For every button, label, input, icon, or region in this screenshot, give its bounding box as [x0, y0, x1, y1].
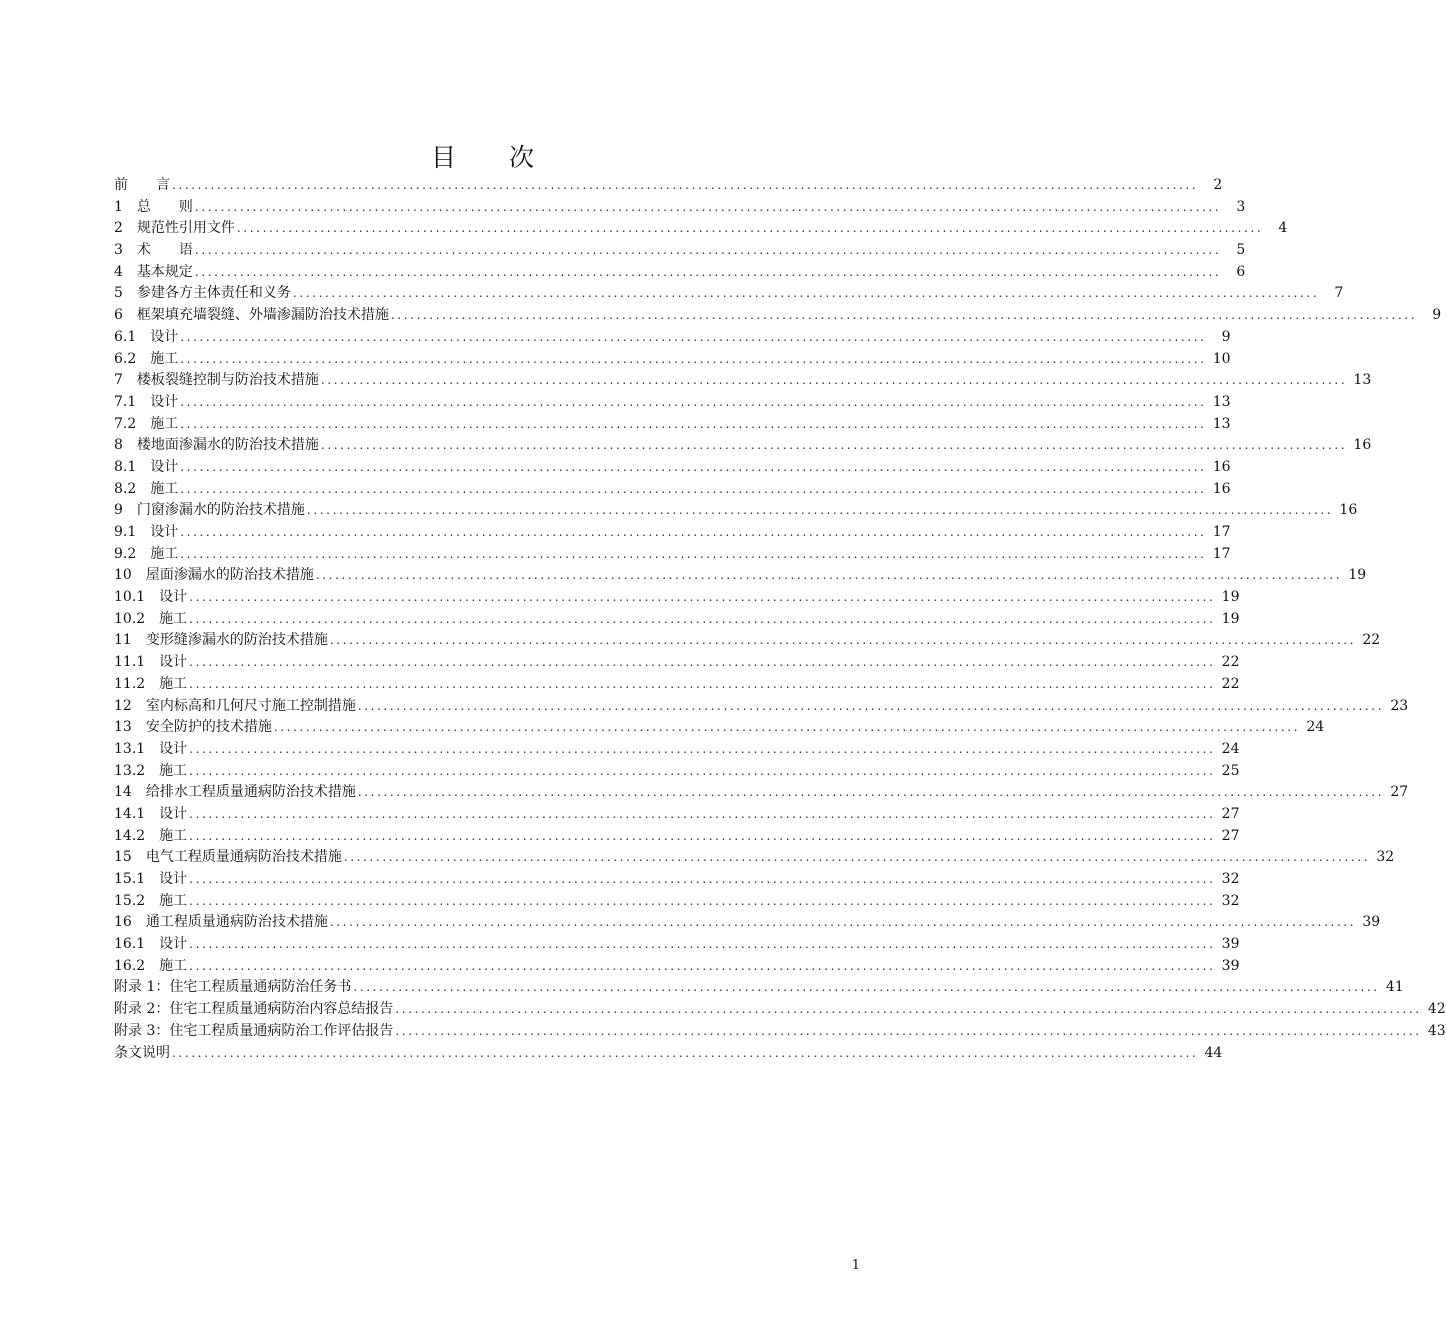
toc-entry-page: 24: [1306, 719, 1325, 736]
toc-entry-page: 22: [1362, 632, 1381, 649]
toc-leader-dots: ................................................................................................................................................................: [189, 590, 1216, 605]
toc-entry-label: 16 通工程质量通病防治技术措施: [114, 914, 328, 931]
toc-entry-label: 11.1 设计: [114, 654, 188, 671]
toc-entry-label: 13.1 设计: [114, 740, 188, 757]
toc-entry[interactable]: [114, 869, 1240, 891]
toc-entry-label: 6.1 设计: [114, 328, 179, 345]
toc-leader-dots: ................................................................................................................................................................: [320, 373, 1348, 388]
toc-entry-page: 39: [1362, 914, 1381, 931]
toc-entry-label: 11.2 施工: [114, 675, 188, 692]
toc-entry-page: 39: [1221, 957, 1240, 974]
toc-entry-page: 16: [1353, 437, 1372, 454]
toc-leader-dots: ................................................................................................................................................................: [390, 308, 1418, 323]
toc-entry-label: 附录 1：住宅工程质量通病防治任务书: [114, 979, 352, 996]
toc-leader-dots: ................................................................................................................................................................: [236, 221, 1264, 236]
toc-entry-page: 16: [1339, 502, 1358, 519]
toc-leader-dots: ................................................................................................................................................................: [172, 1045, 1199, 1060]
toc-leader-dots: ................................................................................................................................................................: [306, 503, 1334, 518]
toc-entry-label: 14.2 施工: [114, 827, 188, 844]
toc-leader-dots: ................................................................................................................................................................: [189, 763, 1216, 778]
toc-entry[interactable]: [114, 305, 1442, 327]
toc-entry[interactable]: [114, 1021, 1446, 1043]
toc-entry-page: 17: [1212, 524, 1231, 540]
toc-entry-page: 3: [1236, 198, 1246, 215]
toc-entry[interactable]: [114, 457, 1231, 479]
toc-entry-label: 1 总 则: [114, 198, 193, 215]
page-title: 目 次: [430, 143, 535, 172]
toc-leader-dots: ................................................................................................................................................................: [189, 937, 1216, 952]
toc-entry-page: 2: [1213, 177, 1223, 193]
toc-entry-label: 9.1 设计: [114, 524, 179, 540]
toc-entry[interactable]: [114, 717, 1325, 739]
toc-entry-page: 7: [1334, 285, 1344, 302]
toc-leader-dots: ................................................................................................................................................................: [329, 915, 1357, 930]
toc-entry-label: 7.2 施工: [114, 415, 179, 432]
toc-entry[interactable]: [114, 999, 1446, 1021]
toc-entry[interactable]: [114, 1043, 1223, 1065]
toc-entry[interactable]: [114, 652, 1240, 674]
toc-leader-dots: ................................................................................................................................................................: [180, 481, 1207, 496]
toc-entry-label: 10 屋面渗漏水的防治技术措施: [114, 567, 314, 584]
toc-entry[interactable]: [114, 847, 1395, 869]
toc-entry-page: 19: [1221, 589, 1240, 606]
toc-entry[interactable]: [114, 826, 1240, 848]
toc-entry[interactable]: [114, 392, 1231, 414]
toc-entry[interactable]: [114, 218, 1288, 240]
toc-entry[interactable]: [114, 587, 1240, 609]
toc-entry-page: 19: [1348, 567, 1367, 584]
toc-entry-label: 8.1 设计: [114, 458, 179, 475]
toc-entry-label: 附录 2：住宅工程质量通病防治内容总结报告: [114, 1001, 394, 1018]
toc-entry-page: 27: [1221, 805, 1240, 822]
toc-entry[interactable]: [114, 500, 1358, 522]
toc-entry-label: 7.1 设计: [114, 393, 179, 410]
toc-entry-label: 15 电气工程质量通病防治技术措施: [114, 849, 342, 866]
toc-entry-label: 11 变形缝渗漏水的防治技术措施: [114, 632, 328, 649]
toc-leader-dots: ................................................................................................................................................................: [273, 720, 1301, 735]
toc-leader-dots: ................................................................................................................................................................: [189, 828, 1216, 843]
toc-entry-label: 附录 3：住宅工程质量通病防治工作评估报告: [114, 1022, 394, 1039]
toc-entry[interactable]: [114, 934, 1240, 956]
toc-entry-page: 32: [1376, 849, 1395, 866]
toc-leader-dots: ................................................................................................................................................................: [180, 351, 1207, 366]
toc-leader-dots: ................................................................................................................................................................: [180, 525, 1207, 539]
toc-entry[interactable]: [114, 283, 1344, 305]
toc-entry[interactable]: [114, 435, 1372, 457]
toc-entry-label: 14 给排水工程质量通病防治技术措施: [114, 784, 356, 801]
toc-entry-page: 22: [1221, 675, 1240, 692]
toc-entry[interactable]: [114, 197, 1246, 219]
toc-leader-dots: ................................................................................................................................................................: [172, 178, 1199, 192]
toc-entry-label: 9 门窗渗漏水的防治技术措施: [114, 502, 305, 519]
toc-leader-dots: ................................................................................................................................................................: [189, 872, 1216, 886]
toc-entry-page: 24: [1221, 740, 1240, 757]
toc-entry-page: 23: [1390, 697, 1409, 714]
toc-entry-page: 16: [1212, 480, 1231, 497]
toc-entry-page: 25: [1221, 762, 1240, 779]
toc-leader-dots: ................................................................................................................................................................: [189, 676, 1216, 691]
toc-entry-label: 前 言: [114, 177, 170, 193]
toc-entry-label: 2 规范性引用文件: [114, 220, 235, 237]
toc-entry-label: 15.2 施工: [114, 892, 188, 909]
toc-entry-label: 16.1 设计: [114, 936, 188, 953]
toc-entry-label: 3 术 语: [114, 242, 193, 259]
toc-leader-dots: ................................................................................................................................................................: [189, 806, 1216, 821]
toc-entry[interactable]: [114, 761, 1240, 783]
toc-entry-page: 39: [1221, 936, 1240, 953]
toc-leader-dots: ................................................................................................................................................................: [194, 264, 1222, 279]
toc-leader-dots: ................................................................................................................................................................: [353, 980, 1380, 995]
toc-entry[interactable]: [114, 175, 1223, 197]
table-of-contents: [114, 175, 1446, 1064]
toc-entry-page: 32: [1221, 892, 1240, 909]
toc-entry[interactable]: [114, 349, 1231, 371]
toc-entry-page: 17: [1212, 545, 1231, 562]
toc-entry-page: 27: [1221, 827, 1240, 844]
toc-entry-page: 43: [1427, 1022, 1446, 1039]
toc-leader-dots: ................................................................................................................................................................: [189, 958, 1216, 973]
toc-leader-dots: ................................................................................................................................................................: [329, 633, 1357, 648]
toc-entry-label: 条文说明: [114, 1044, 170, 1061]
toc-entry-label: 13.2 施工: [114, 762, 188, 779]
toc-leader-dots: ................................................................................................................................................................: [180, 416, 1207, 431]
toc-entry[interactable]: [114, 479, 1231, 501]
toc-entry-label: 8 楼地面渗漏水的防治技术措施: [114, 437, 319, 454]
toc-entry-page: 41: [1385, 979, 1404, 996]
toc-entry-page: 22: [1221, 654, 1240, 671]
toc-entry[interactable]: [114, 891, 1240, 913]
toc-entry-page: 13: [1353, 372, 1372, 389]
toc-entry-page: 13: [1212, 393, 1231, 410]
toc-entry-label: 15.1 设计: [114, 871, 188, 887]
toc-entry-page: 9: [1221, 328, 1231, 345]
toc-entry[interactable]: [114, 370, 1372, 392]
toc-entry-label: 14.1 设计: [114, 805, 188, 822]
toc-leader-dots: ................................................................................................................................................................: [343, 850, 1371, 865]
toc-leader-dots: ................................................................................................................................................................: [189, 655, 1216, 670]
toc-leader-dots: ................................................................................................................................................................: [189, 611, 1216, 626]
toc-entry-page: 13: [1212, 415, 1231, 432]
toc-entry-label: 9.2 施工: [114, 545, 179, 562]
toc-entry-label: 13 安全防护的技术措施: [114, 719, 272, 736]
toc-entry[interactable]: [114, 977, 1404, 999]
toc-leader-dots: ................................................................................................................................................................: [189, 893, 1216, 908]
toc-entry-label: 7 楼板裂缝控制与防治技术措施: [114, 372, 319, 389]
toc-entry[interactable]: [114, 674, 1240, 696]
toc-leader-dots: ................................................................................................................................................................: [180, 329, 1207, 344]
toc-entry-label: 16.2 施工: [114, 957, 188, 974]
toc-entry-page: 27: [1390, 784, 1409, 801]
footer-page-number: 1: [851, 1258, 860, 1273]
toc-entry-page: 19: [1221, 610, 1240, 627]
toc-entry-page: 5: [1236, 242, 1246, 259]
toc-entry[interactable]: [114, 262, 1246, 284]
toc-entry-label: 6 框架填充墙裂缝、外墙渗漏防治技术措施: [114, 307, 389, 324]
toc-entry[interactable]: [114, 565, 1367, 587]
toc-leader-dots: ................................................................................................................................................................: [320, 438, 1348, 453]
toc-entry-page: 6: [1236, 263, 1246, 280]
toc-entry-label: 5 参建各方主体责任和义务: [114, 285, 291, 302]
toc-entry[interactable]: [114, 782, 1409, 804]
toc-leader-dots: ................................................................................................................................................................: [395, 1023, 1422, 1038]
toc-entry-label: 6.2 施工: [114, 350, 179, 367]
toc-leader-dots: ................................................................................................................................................................: [395, 1002, 1422, 1017]
toc-entry[interactable]: [114, 912, 1381, 934]
toc-leader-dots: ................................................................................................................................................................: [357, 698, 1385, 713]
toc-entry-label: 4 基本规定: [114, 263, 193, 280]
toc-entry[interactable]: [114, 609, 1240, 631]
toc-entry[interactable]: [114, 739, 1240, 761]
toc-leader-dots: ................................................................................................................................................................: [292, 286, 1320, 301]
toc-leader-dots: ................................................................................................................................................................: [180, 394, 1207, 409]
toc-leader-dots: ................................................................................................................................................................: [180, 546, 1207, 561]
toc-entry-page: 42: [1427, 1001, 1446, 1018]
toc-entry[interactable]: [114, 956, 1240, 978]
toc-entry-page: 16: [1212, 458, 1231, 475]
toc-entry-page: 44: [1204, 1044, 1223, 1061]
toc-entry-page: 4: [1278, 220, 1288, 237]
toc-leader-dots: ................................................................................................................................................................: [194, 199, 1222, 214]
toc-entry[interactable]: [114, 544, 1231, 566]
toc-entry-label: 10.1 设计: [114, 589, 188, 606]
toc-leader-dots: ................................................................................................................................................................: [315, 568, 1343, 583]
toc-entry-label: 12 室内标高和几何尺寸施工控制措施: [114, 697, 356, 714]
toc-entry-page: 32: [1221, 871, 1240, 887]
toc-entry[interactable]: [114, 630, 1381, 652]
toc-entry[interactable]: [114, 522, 1231, 544]
toc-entry[interactable]: [114, 327, 1231, 349]
toc-leader-dots: ................................................................................................................................................................: [180, 459, 1207, 474]
toc-entry-label: 10.2 施工: [114, 610, 188, 627]
toc-leader-dots: ................................................................................................................................................................: [189, 741, 1216, 756]
toc-leader-dots: ................................................................................................................................................................: [357, 785, 1385, 800]
toc-entry-label: 8.2 施工: [114, 480, 179, 497]
toc-entry[interactable]: [114, 696, 1409, 718]
toc-entry-page: 10: [1212, 350, 1231, 367]
toc-entry[interactable]: [114, 240, 1246, 262]
toc-entry[interactable]: [114, 804, 1240, 826]
toc-leader-dots: ................................................................................................................................................................: [194, 243, 1222, 258]
toc-entry-page: 9: [1432, 307, 1442, 324]
toc-entry[interactable]: [114, 414, 1231, 436]
